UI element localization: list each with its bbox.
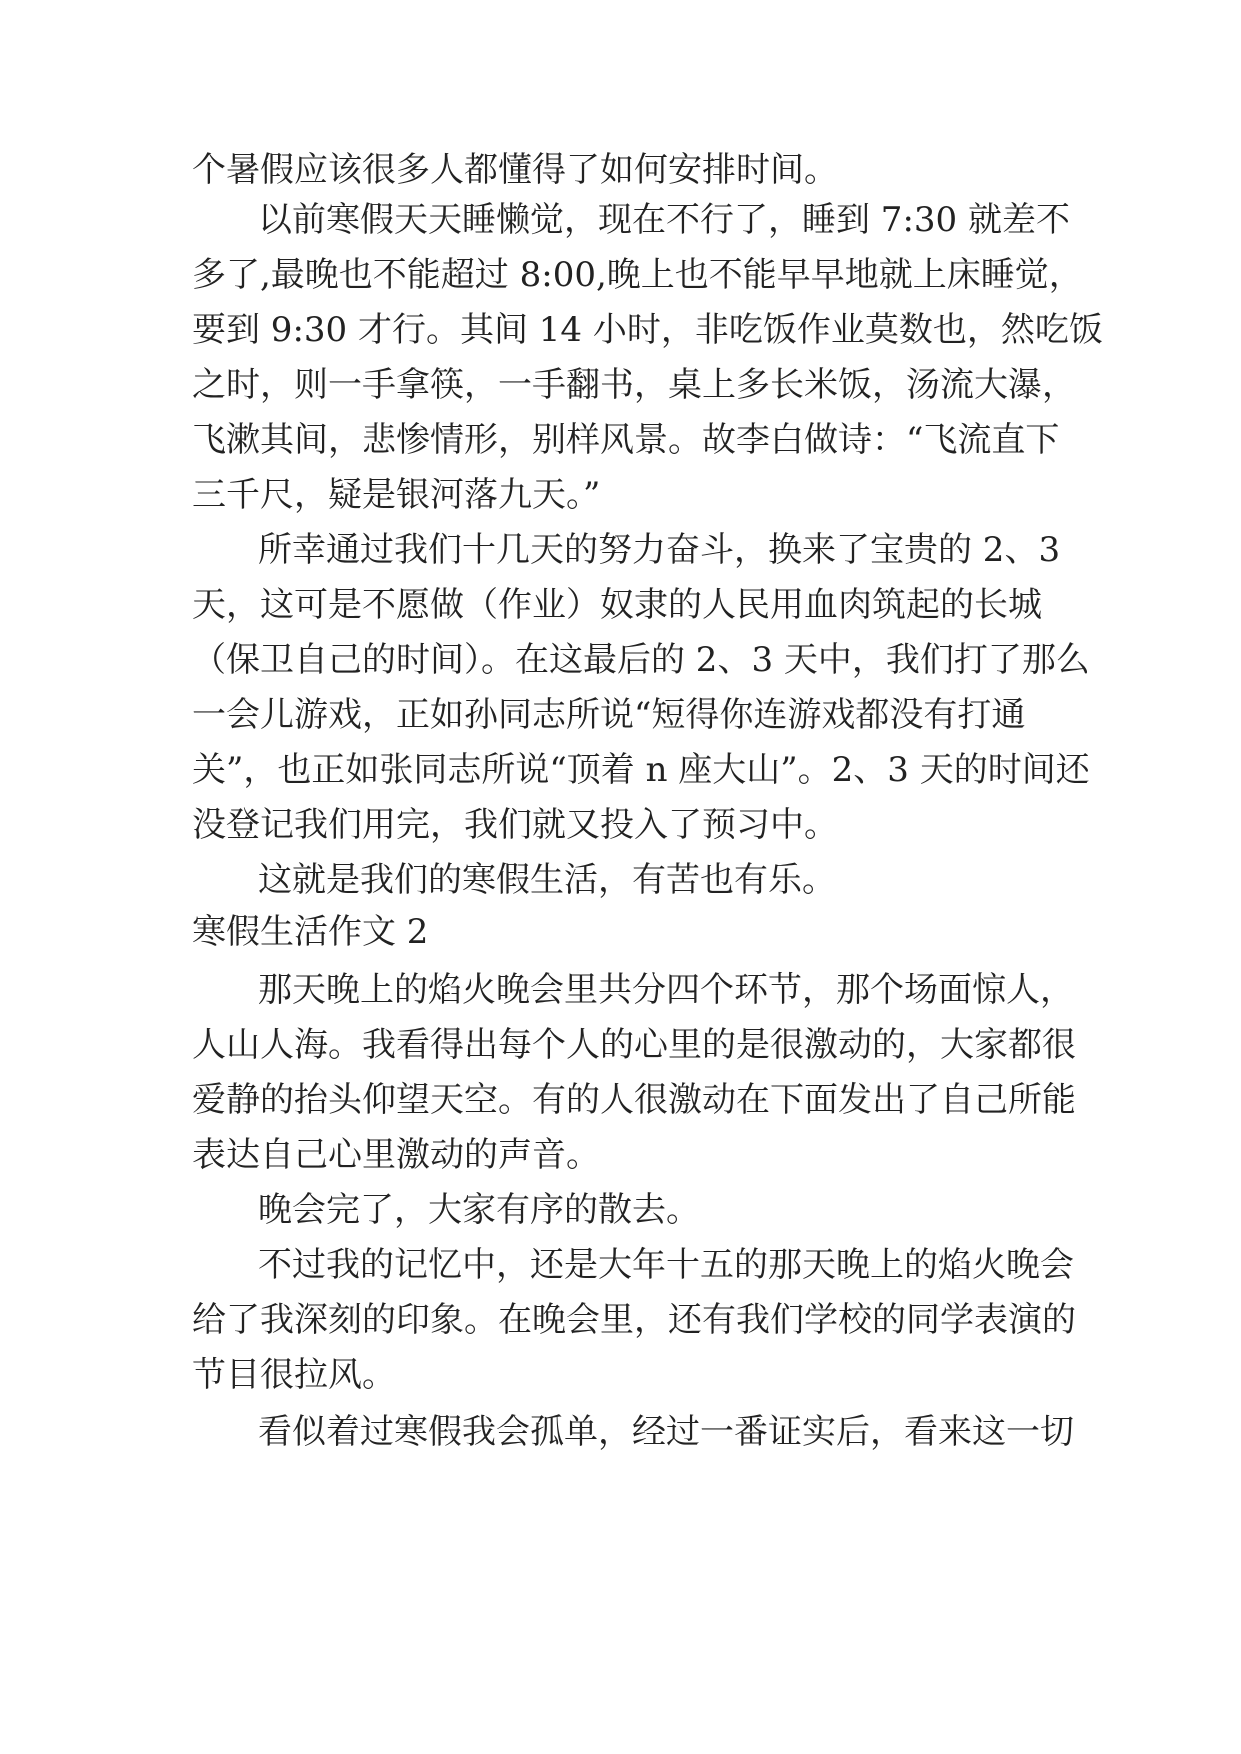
text-line: 飞漱其间，悲惨情形，别样风景。故李白做诗：“飞流直下 xyxy=(192,420,1060,460)
section-heading: 寒假生活作文 2 xyxy=(192,912,429,952)
paragraph-start-line: 那天晚上的焰火晚会里共分四个环节，那个场面惊人， xyxy=(258,970,1074,1010)
paragraph-start-line: 以前寒假天天睡懒觉，现在不行了，睡到 7:30 就差不 xyxy=(258,200,1070,240)
paragraph-start-line: 看似着过寒假我会孤单，经过一番证实后，看来这一切 xyxy=(258,1412,1074,1452)
text-line: 要到 9:30 才行。其间 14 小时，非吃饭作业莫数也，然吃饭 xyxy=(192,310,1103,350)
text-line: （保卫自己的时间）。在这最后的 2、3 天中，我们打了那么 xyxy=(192,640,1090,680)
text-line: 表达自己心里激动的声音。 xyxy=(192,1135,600,1175)
paragraph-start-line: 这就是我们的寒假生活，有苦也有乐。 xyxy=(258,860,836,900)
paragraph-start-line: 不过我的记忆中，还是大年十五的那天晚上的焰火晚会 xyxy=(258,1245,1074,1285)
text-line: 没登记我们用完，我们就又投入了预习中。 xyxy=(192,805,838,845)
text-line: 多了,最晚也不能超过 8:00,晚上也不能早早地就上床睡觉， xyxy=(192,255,1083,295)
paragraph-start-line: 所幸通过我们十几天的努力奋斗，换来了宝贵的 2、3 xyxy=(258,530,1061,570)
text-line: 个暑假应该很多人都懂得了如何安排时间。 xyxy=(192,150,838,190)
paragraph-start-line: 晚会完了，大家有序的散去。 xyxy=(258,1190,700,1230)
text-line: 一会儿游戏，正如孙同志所说“短得你连游戏都没有打通 xyxy=(192,695,1026,735)
text-line: 三千尺，疑是银河落九天。” xyxy=(192,475,601,515)
text-line: 关”，也正如张同志所说“顶着 n 座大山”。2、3 天的时间还 xyxy=(192,750,1090,790)
text-line: 天，这可是不愿做（作业）奴隶的人民用血肉筑起的长城 xyxy=(192,585,1042,625)
text-line: 给了我深刻的印象。在晚会里，还有我们学校的同学表演的 xyxy=(192,1300,1076,1340)
text-line: 人山人海。我看得出每个人的心里的是很激动的，大家都很 xyxy=(192,1025,1076,1065)
text-line: 之时，则一手拿筷，一手翻书，桌上多长米饭，汤流大瀑， xyxy=(192,365,1076,405)
text-line: 节目很拉风。 xyxy=(192,1355,396,1395)
text-line: 爱静的抬头仰望天空。有的人很激动在下面发出了自己所能 xyxy=(192,1080,1076,1120)
